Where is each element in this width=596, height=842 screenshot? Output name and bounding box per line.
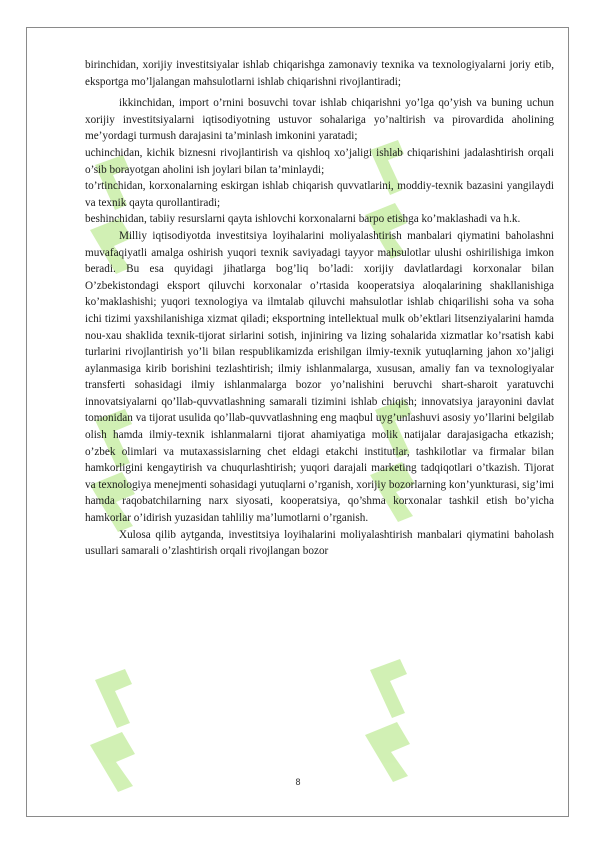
- body-text: [85, 57, 554, 560]
- paragraph: beshinchidan, tabiiy resurslarni qayta ishlovchi korxonalarni barpo etishga ko’maklashadi va h.k.: [85, 213, 521, 226]
- paragraph: birinchidan, xorijiy investitsiyalar ishlab chiqarishga zamonaviy texnika va texnologiyalarni joriy etib, eksportga mo’ljalangan mahsulotlarni ishlab chiqarishni rivojlantiradi;: [85, 59, 554, 88]
- page-number: 8: [295, 777, 301, 787]
- paragraph: ikkinchidan, import o’rnini bosuvchi tovar ishlab chiqarishni yo’lga qo’yish va buning uchun xorijiy investitsiyalarni iqtisodiyotning ustuvor sohalariga yo’naltirish va pirovardida aholining me’yordagi turmush darajasini ta’minlash imkonini yaratadi;: [85, 97, 554, 143]
- paragraph: Xulosa qilib aytganda, investitsiya loyihalarini moliyalashtirish manbalari qiymatini baholash usullari samarali o’zlashtirish orqali rivojlangan bozor: [85, 528, 554, 558]
- paragraph: to’rtinchidan, korxonalarning eskirgan ishlab chiqarish quvvatlarini, moddiy-texnik bazasini yangilaydi va texnik qayta qurollantiradi;: [85, 180, 554, 209]
- paragraph: uchinchidan, kichik biznesni rivojlantirish va qishloq xo’jaligi ishlab chiqarishini jadalashtirish orqali o’sib borayotgan aholini ish joylari bilan ta’minlaydi;: [85, 146, 554, 176]
- paragraph: Milliy iqtisodiyotda investitsiya loyihalarini moliyalashtirish manbalari qiymatini baholashni muvafaqiyatli amalga oshirish yuqori texnik saviyadagi tayyor mahsulotlar ulushi oshirilishiga imkon beradi. Bu esa quyidagi jihatlarga bog’liq bo’ladi: xorijiy davlatlardagi korxonalar bilan O’zbekistondagi eksport qiluvchi korxonalar o’rtasida kooperatsiya aloqalarining shakllanishiga ko’maklashishi; yuqori texnologiya va ilmtalab qiluvchi mahsulotlar ishlab chiqarilishi soha va soha ichi tizimi yaxshilanishiga xizmat qiladi; eksportning intellektual mulk ob’ektlari litsenziyalarini hamda nou-xau shaklida texnik-tijorat sirlarini sotish, injiniring va lizing sohalarida xizmatlar ko’rsatish kabi turlarini rivojlantirish yo’li bilan respublikamizda erishilgan ilmiy-texnik yutuqlarning jahon xo’jaligi aylanmasiga kirib borishini tezlashtirish; ilmiy ishlanmalarga, xususan, amaliy fan va texnologiyalar transferti sohasidagi ilmiy ishlanmalarga bozor yo’nalishini beruvchi shart-sharoit yaratuvchi innovatsiyalarni qo’llab-quvvatlashning samarali tizimini ishlab chiqish; innovatsiya jarayonini davlat tomonidan va tijorat usulida qo’llab-quvvatlashning eng maqbul uyg’unlashuvi asosiy yo’llarini belgilab olish hamda ilmiy-texnik ishlanmalarni tijorat ahamiyatiga molik natijalar darajasigacha etkazish; o’zbek olimlari va mutaxassislarning chet eldagi etakchi institutlar, tashkilotlar va firmalar bilan hamkorligini kengaytirish va chuqurlashtirish; yuqori darajali marketing tadqiqotlari o’tkazish. Tijorat va texnologiya menejmenti sohasidagi yutuqlarni o’rganish, xorijiy bozorlarning kon’yunkturasi, sig’imi hamda raqobatchilarning narx siyosati, kooperatsiya, qo’shma korxonalar tashkil etish bo’yicha hamkorlar o’idirish yuzasidan tahliliy ma’lumotlarni o’rganish.: [85, 229, 554, 525]
